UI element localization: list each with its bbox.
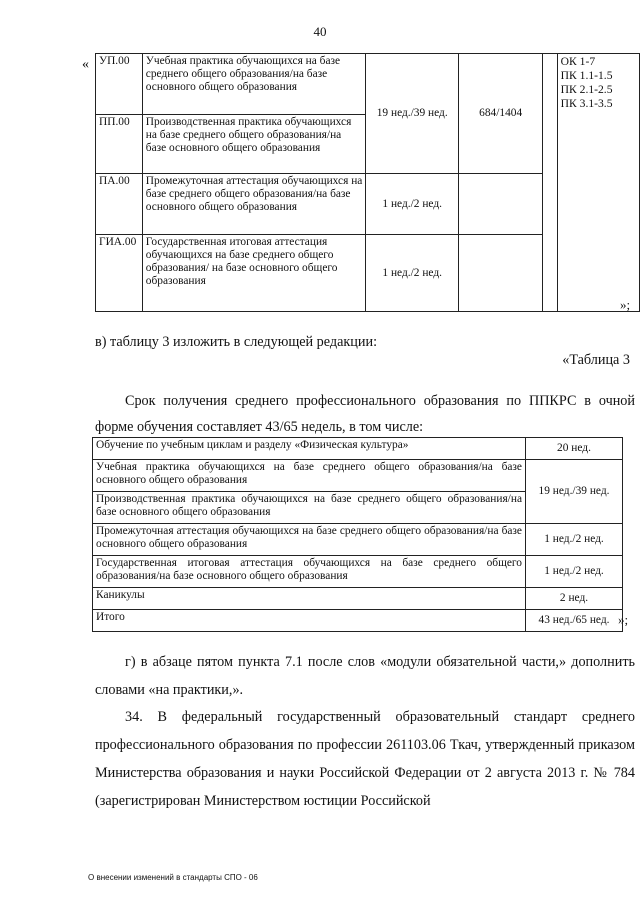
practice-duration: 19 нед./39 нед. (366, 54, 459, 174)
row-code: УП.00 (96, 54, 143, 115)
row-code: ПА.00 (96, 174, 143, 235)
table-row (93, 438, 623, 460)
table-open-quote: « (82, 57, 89, 72)
row-name: Производственная практика обучающихся на базе среднего общего образования/на базе основного общего образования (142, 115, 366, 174)
competency-item: ОК 1-7 (560, 55, 596, 68)
practice-table-fragment (95, 53, 640, 312)
row-value: 2 нед. (526, 588, 623, 610)
row-value: 43 нед./65 нед. (526, 610, 623, 632)
competency-item: ПК 1.1-1.5 (560, 69, 613, 82)
row-code: ГИА.00 (96, 235, 143, 312)
paragraph-g: г) в абзаце пятом пункта 7.1 после слов «модули обязательной части,» дополнить словами «на практики,». (95, 654, 635, 698)
paragraph-v: в) таблицу 3 изложить в следующей редакции: (95, 334, 378, 350)
paragraph-duration: Срок получения среднего профессионального образования по ППКРС в очной форме обучения составляет 43/65 недель, в том числе: (95, 393, 635, 435)
row-label: Учебная практика обучающихся на базе среднего общего образования/на базе основного общего образования (93, 460, 526, 492)
footer-note: О внесении изменений в стандарты СПО - 06 (88, 873, 258, 882)
practice-hours: 684/1404 (459, 54, 543, 174)
row-duration: 1 нед./2 нед. (366, 235, 459, 312)
table-row (93, 610, 623, 632)
row-value: 1 нед./2 нед. (526, 556, 623, 588)
table-row (93, 524, 623, 556)
table-row (93, 460, 623, 492)
empty-column (543, 54, 557, 312)
row-label: Итого (93, 610, 526, 632)
table-3-close-quote: »; (618, 612, 629, 627)
table-row (96, 54, 640, 115)
table-3-label: «Таблица 3 (562, 352, 630, 368)
table-row (93, 556, 623, 588)
table-close-quote: »; (620, 297, 631, 312)
row-value: 20 нед. (526, 438, 623, 460)
paragraph-34: 34. В федеральный государственный образовательный стандарт среднего профессионального образования по профессии 261103.06 Ткач, утвержденный приказом Министерства образования и науки Российской Федерации от 2 августа 2013 г. № 784 (зарегистрирован Министерством юстиции Российской (95, 709, 635, 809)
row-name: Учебная практика обучающихся на базе среднего общего образования/на базе основного общего образования (142, 54, 366, 115)
competency-item: ПК 3.1-3.5 (560, 97, 613, 110)
table-row (93, 588, 623, 610)
practice-value: 19 нед./39 нед. (526, 460, 623, 524)
row-name: Государственная итоговая аттестация обучающихся на базе среднего общего образования/ на базе основного общего образования (142, 235, 366, 312)
row-hours (459, 235, 543, 312)
row-label: Производственная практика обучающихся на базе среднего общего образования/на базе основного общего образования (93, 492, 526, 524)
row-duration: 1 нед./2 нед. (366, 174, 459, 235)
row-hours (459, 174, 543, 235)
page-number: 40 (313, 24, 327, 39)
row-label: Государственная итоговая аттестация обучающихся на базе среднего общего образования/на базе основного общего образования (93, 556, 526, 588)
row-code: ПП.00 (96, 115, 143, 174)
competency-item: ПК 2.1-2.5 (560, 83, 613, 96)
row-name: Промежуточная аттестация обучающихся на базе среднего общего образования/на базе основного общего образования (142, 174, 366, 235)
row-label: Каникулы (93, 588, 526, 610)
row-label: Обучение по учебным циклам и разделу «Физическая культура» (93, 438, 526, 460)
table-3 (92, 437, 623, 632)
competencies-cell (557, 54, 639, 312)
row-label: Промежуточная аттестация обучающихся на базе среднего общего образования/на базе основного общего образования (93, 524, 526, 556)
row-value: 1 нед./2 нед. (526, 524, 623, 556)
